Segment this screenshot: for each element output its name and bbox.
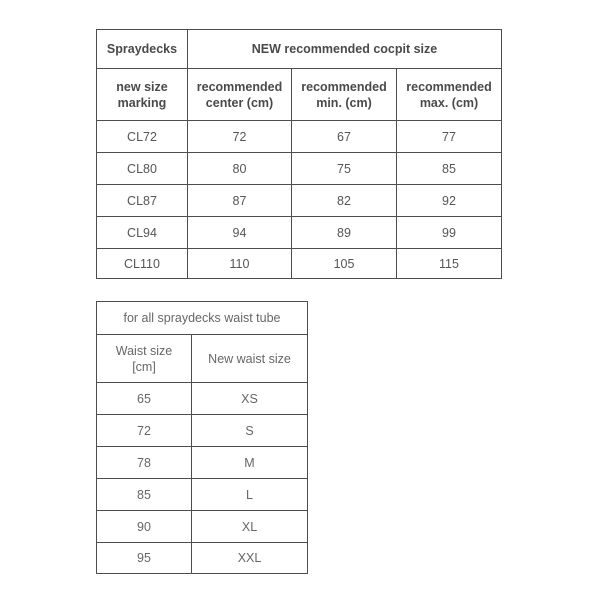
cell-waist: 78	[97, 447, 192, 479]
table-row	[97, 543, 308, 574]
cell-center: 87	[188, 185, 292, 217]
cell-center: 110	[188, 249, 292, 279]
waist-column-header-row	[97, 335, 308, 383]
waist-size-table	[96, 301, 308, 574]
table-row	[97, 153, 502, 185]
table-row	[97, 217, 502, 249]
column-header-center: recommended center (cm)	[188, 69, 292, 121]
cell-min: 75	[292, 153, 397, 185]
cell-min: 105	[292, 249, 397, 279]
waist-table-title: for all spraydecks waist tube	[97, 302, 308, 335]
spraydecks-header: Spraydecks	[97, 30, 188, 69]
column-header-max: recommended max. (cm)	[397, 69, 502, 121]
table-row	[97, 415, 308, 447]
cell-center: 94	[188, 217, 292, 249]
cell-marking: CL87	[97, 185, 188, 217]
cell-min: 82	[292, 185, 397, 217]
cell-waist: 72	[97, 415, 192, 447]
cell-marking: CL72	[97, 121, 188, 153]
cell-size: XXL	[192, 543, 308, 574]
cockpit-group-header: NEW recommended cocpit size	[188, 30, 502, 69]
table-row	[97, 479, 308, 511]
cell-marking: CL94	[97, 217, 188, 249]
table-row	[97, 249, 502, 279]
column-header-waist: Waist size [cm]	[97, 335, 192, 383]
table-row	[97, 121, 502, 153]
column-header-marking: new size marking	[97, 69, 188, 121]
cell-marking: CL110	[97, 249, 188, 279]
cell-max: 92	[397, 185, 502, 217]
cell-marking: CL80	[97, 153, 188, 185]
cell-center: 80	[188, 153, 292, 185]
cell-size: S	[192, 415, 308, 447]
column-header-new-waist: New waist size	[192, 335, 308, 383]
cell-waist: 65	[97, 383, 192, 415]
cell-min: 67	[292, 121, 397, 153]
cell-waist: 95	[97, 543, 192, 574]
table-row	[97, 511, 308, 543]
cell-max: 77	[397, 121, 502, 153]
cell-min: 89	[292, 217, 397, 249]
column-header-min: recommended min. (cm)	[292, 69, 397, 121]
cell-size: XL	[192, 511, 308, 543]
cell-max: 85	[397, 153, 502, 185]
cell-size: L	[192, 479, 308, 511]
cockpit-size-table	[96, 29, 502, 279]
cell-center: 72	[188, 121, 292, 153]
table-row	[97, 447, 308, 479]
cockpit-title-row	[97, 30, 502, 69]
cell-max: 99	[397, 217, 502, 249]
table-row	[97, 185, 502, 217]
waist-title-row	[97, 302, 308, 335]
table-row	[97, 383, 308, 415]
cell-max: 115	[397, 249, 502, 279]
cockpit-column-header-row	[97, 69, 502, 121]
cell-size: XS	[192, 383, 308, 415]
cell-size: M	[192, 447, 308, 479]
cell-waist: 90	[97, 511, 192, 543]
cell-waist: 85	[97, 479, 192, 511]
